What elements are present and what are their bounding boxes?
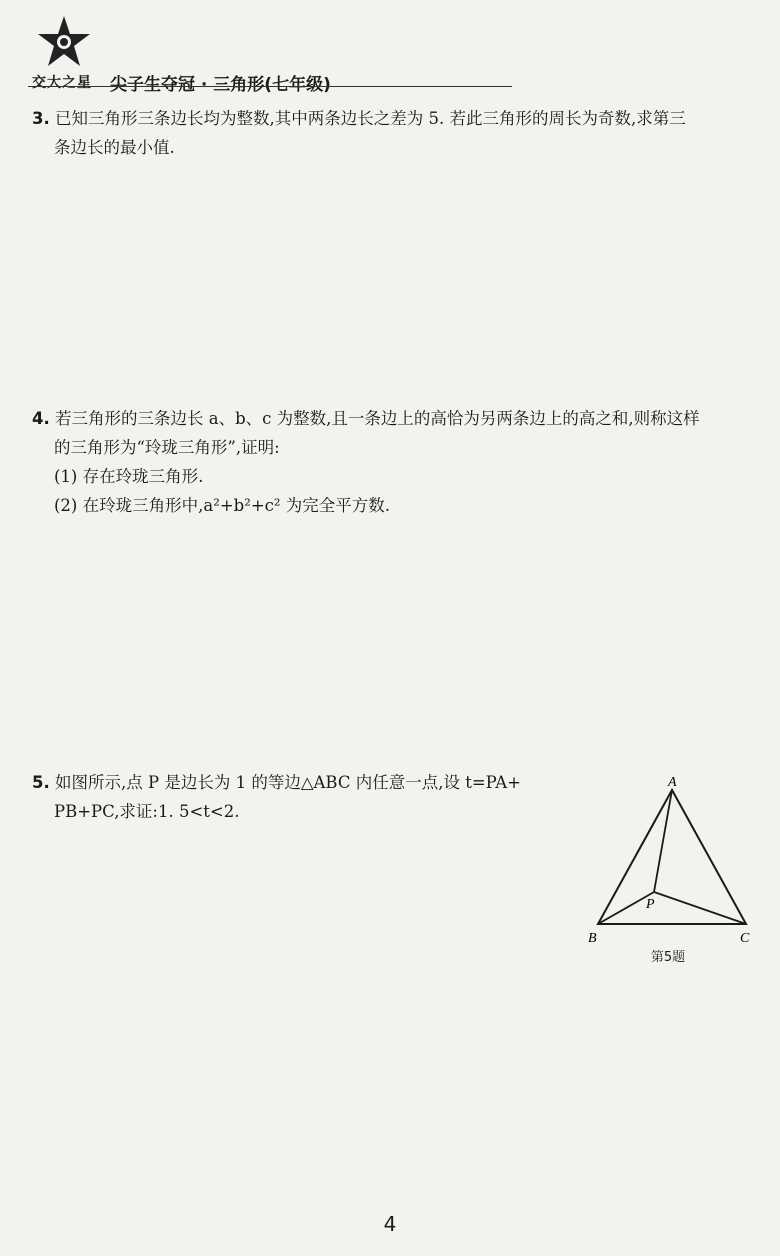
problem-number: 4. <box>32 409 50 428</box>
page-header <box>28 14 528 94</box>
triangle-figure <box>578 774 758 970</box>
triangle-diagram <box>578 774 758 944</box>
problem-5-line-2: PB+PC,求证:1. 5<t<2. <box>54 802 240 821</box>
problem-text: 如图所示,点 P 是边长为 1 的等边△ABC 内任意一点,设 t=PA+ <box>55 773 522 792</box>
vertex-label-c: C <box>740 931 750 944</box>
problem-4-line-2: 的三角形为“玲珑三角形”,证明: <box>54 438 280 457</box>
problem-5 <box>32 768 572 826</box>
problem-number: 5. <box>32 773 50 792</box>
star-logo-icon <box>34 14 94 70</box>
problem-5-line-1 <box>32 768 572 797</box>
segment-pc <box>654 892 746 924</box>
problem-text: 若三角形的三条边长 a、b、c 为整数,且一条边上的高恰为另两条边上的高之和,则称这样 <box>55 409 700 428</box>
header-divider <box>28 86 512 87</box>
figure-caption: 第5题 <box>650 950 686 965</box>
vertex-label-a: A <box>668 775 677 790</box>
brand-name: 交大之星 <box>32 75 92 91</box>
triangle-abc <box>598 790 746 924</box>
problem-4-part-2: (2) 在玲珑三角形中,a²+b²+c² 为完全平方数. <box>54 496 390 515</box>
vertex-label-b: B <box>588 931 597 944</box>
book-title: 尖子生夺冠 · 三角形(七年级) <box>110 75 331 95</box>
problem-4-line-1 <box>32 404 752 433</box>
problem-text: 已知三角形三条边长均为整数,其中两条边长之差为 5. 若此三角形的周长为奇数,求第三 <box>55 109 686 128</box>
problem-3-line-2: 条边长的最小值. <box>54 138 175 157</box>
problem-3 <box>32 104 752 162</box>
problem-3-line-1 <box>32 104 752 133</box>
problem-number: 3. <box>32 109 50 128</box>
problem-4-part-1: (1) 存在玲珑三角形. <box>54 467 204 486</box>
point-label-p: P <box>646 897 655 912</box>
page-number: 4 <box>383 1212 397 1236</box>
problem-4 <box>32 404 752 520</box>
